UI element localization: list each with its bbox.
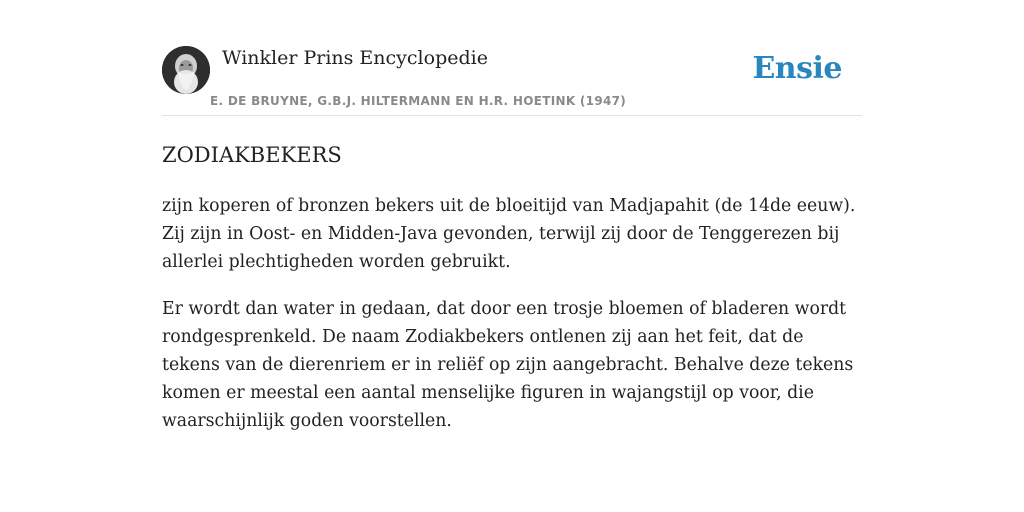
author-portrait-icon — [162, 46, 210, 94]
ensie-logo-link[interactable]: Ensie — [752, 51, 842, 86]
entry-paragraph: Er wordt dan water in gedaan, dat door een trosje bloemen of bladeren wordt rondgesprenkeld. De naam Zodiakbekers ontlenen zij aan het feit, dat de tekens van de dierenriem er in reliëf op zijn aangebracht. Behalve deze tekens komen er meestal een aantal menselijke figuren in wajangstijl op voor, die waarschijnlijk goden voorstellen. — [162, 299, 854, 431]
entry-paragraph: zijn koperen of bronzen bekers uit de bloeitijd van Madjapahit (de 14de eeuw). Zij zijn in Oost- en Midden-Java gevonden, terwijl zij door de Tenggerezen bij allerlei plechtigheden worden gebruikt. — [162, 196, 856, 272]
source-header — [162, 0, 862, 116]
author-avatar[interactable] — [162, 46, 210, 94]
entry-title: ZODIAKBEKERS — [162, 143, 342, 167]
source-authors: E. DE BRUYNE, G.B.J. HILTERMANN EN H.R. HOETINK (1947) — [210, 94, 627, 108]
entry-body — [162, 192, 862, 454]
page-container — [162, 0, 862, 431]
source-title-link[interactable]: Winkler Prins Encyclopedie — [222, 47, 488, 69]
